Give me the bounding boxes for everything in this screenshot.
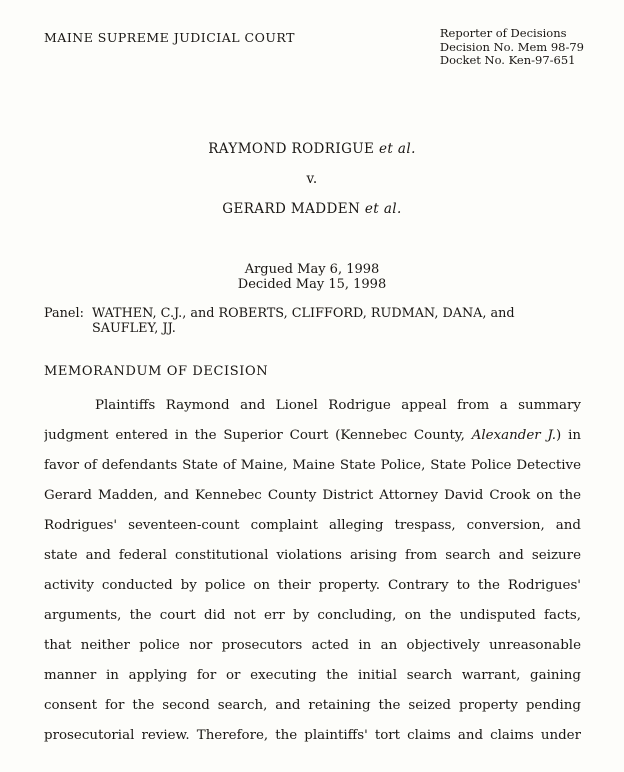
memo-text-segment: consent for the second search, and retaining the seized property pending	[44, 698, 581, 713]
memorandum-body	[44, 391, 581, 751]
memo-text-segment: activity conducted by police on their property. Contrary to the Rodrigues'	[44, 578, 581, 593]
plaintiff-et-al: et al.	[379, 141, 416, 157]
memo-text-segment: arguments, the court did not err by concluding, on the undisputed facts,	[44, 608, 581, 623]
decision-number: Decision No. Mem 98-79	[439, 39, 584, 54]
memo-body-line	[44, 451, 581, 481]
memo-text-segment: favor of defendants State of Maine, Maine State Police, State Police Detective	[44, 458, 581, 473]
memo-body-line	[44, 721, 581, 751]
plaintiff-name	[0, 141, 624, 157]
case-caption	[0, 141, 624, 217]
memo-text-segment: Gerard Madden, and Kennebec County District Attorney David Crook on the	[44, 488, 581, 503]
memo-body-line	[44, 601, 581, 631]
memo-body-line	[44, 691, 581, 721]
panel-label: Panel:	[44, 306, 84, 321]
memo-body-line	[44, 391, 581, 421]
panel-justices-line1: WATHEN, C.J., and ROBERTS, CLIFFORD, RUDMAN, DANA, and	[92, 306, 515, 321]
memo-text-segment: Alexander J.	[471, 428, 557, 443]
defendant-et-al: et al.	[364, 201, 402, 217]
reporter-of-decisions: Reporter of Decisions	[439, 26, 567, 40]
memorandum-heading: MEMORANDUM OF DECISION	[44, 364, 269, 379]
memo-text-segment: ) in	[556, 428, 581, 443]
memo-text-segment: Plaintiffs Raymond and Lionel Rodrigue appeal from a summary	[95, 398, 581, 413]
defendant-name	[0, 201, 624, 217]
panel-justices	[92, 306, 589, 336]
memo-text-segment: state and federal constitutional violations arising from search and seizure	[44, 548, 581, 563]
plaintiff-name-text: RAYMOND RODRIGUE	[208, 141, 375, 157]
memo-text-segment: prosecutorial review. Therefore, the plaintiffs' tort claims and claims under	[44, 728, 581, 743]
page-header	[44, 27, 584, 68]
defendant-name-text: GERARD MADDEN	[222, 201, 361, 217]
memo-body-line	[44, 661, 581, 691]
memo-text-segment: manner in applying for or executing the initial search warrant, gaining	[44, 668, 581, 683]
memo-text-segment: judgment entered in the Superior Court (Kennebec County,	[44, 428, 472, 443]
memo-body-line	[44, 421, 581, 451]
memo-body-line	[44, 541, 581, 571]
panel-block	[44, 306, 589, 336]
memo-body-line	[44, 631, 581, 661]
versus-marker: v.	[306, 171, 318, 187]
memo-text-segment: Rodrigues' seventeen-count complaint alleging trespass, conversion, and	[44, 518, 581, 533]
docket-number: Docket No. Ken-97-651	[439, 53, 576, 67]
case-dates	[0, 262, 624, 292]
memo-text-segment: that neither police nor prosecutors acted in an objectively unreasonable	[44, 638, 581, 653]
memo-body-line	[44, 511, 581, 541]
memo-body-line	[44, 571, 581, 601]
court-name: MAINE SUPREME JUDICIAL COURT	[44, 30, 295, 45]
decided-date: Decided May 15, 1998	[237, 277, 387, 292]
memo-body-line	[44, 481, 581, 511]
panel-justices-line2: SAUFLEY, JJ.	[92, 321, 176, 336]
argued-date: Argued May 6, 1998	[244, 262, 380, 277]
reporter-block	[440, 27, 584, 68]
